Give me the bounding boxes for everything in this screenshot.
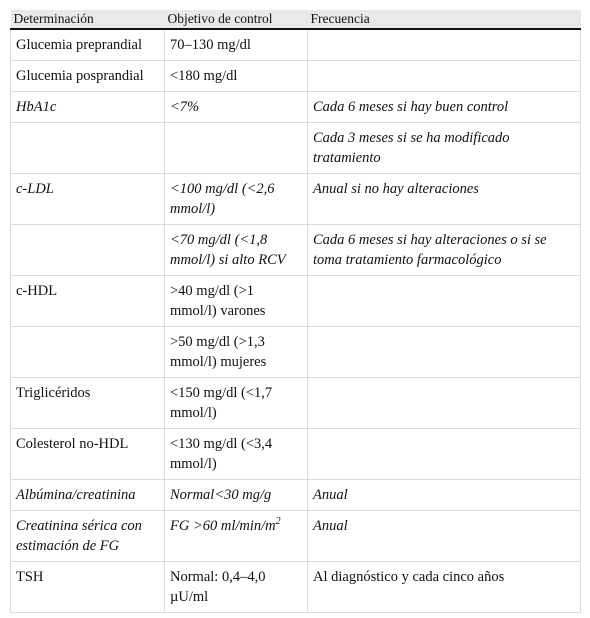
cell-objetivo: Normal: 0,4–4,0 µU/ml — [165, 562, 308, 613]
cell-objetivo: <70 mg/dl (<1,8 mmol/l) si alto RCV — [165, 225, 308, 276]
control-targets-table — [10, 10, 581, 613]
cell-frecuencia: Cada 3 meses si se ha modificado tratamiento — [308, 123, 581, 174]
table-row — [11, 480, 581, 511]
table-row — [11, 61, 581, 92]
cell-determinacion: Triglicéridos — [11, 378, 165, 429]
header-determinacion: Determinación — [11, 10, 165, 29]
cell-determinacion: Glucemia preprandial — [11, 29, 165, 61]
cell-objetivo-text: FG >60 ml/min/m — [170, 518, 276, 534]
cell-objetivo: >40 mg/dl (>1 mmol/l) varones — [165, 276, 308, 327]
table-header — [11, 10, 581, 29]
table-row — [11, 123, 581, 174]
cell-objetivo: 70–130 mg/dl — [165, 29, 308, 61]
cell-objetivo: <150 mg/dl (<1,7 mmol/l) — [165, 378, 308, 429]
header-frecuencia: Frecuencia — [308, 10, 581, 29]
table-row — [11, 92, 581, 123]
cell-frecuencia: Cada 6 meses si hay alteraciones o si se toma tratamiento farmacológico — [308, 225, 581, 276]
cell-frecuencia — [308, 29, 581, 61]
cell-determinacion: TSH — [11, 562, 165, 613]
cell-determinacion: c-LDL — [11, 174, 165, 225]
table-row — [11, 429, 581, 480]
cell-determinacion — [11, 327, 165, 378]
cell-frecuencia: Anual si no hay alteraciones — [308, 174, 581, 225]
cell-frecuencia: Anual — [308, 480, 581, 511]
control-table-container — [10, 10, 580, 613]
cell-objetivo: <130 mg/dl (<3,4 mmol/l) — [165, 429, 308, 480]
cell-frecuencia: Al diagnóstico y cada cinco años — [308, 562, 581, 613]
table-row — [11, 511, 581, 562]
cell-determinacion: c-HDL — [11, 276, 165, 327]
table-row — [11, 29, 581, 61]
cell-frecuencia — [308, 429, 581, 480]
cell-frecuencia — [308, 327, 581, 378]
cell-frecuencia — [308, 276, 581, 327]
cell-objetivo: <7% — [165, 92, 308, 123]
table-row — [11, 327, 581, 378]
superscript-exponent: 2 — [275, 516, 281, 528]
table-row — [11, 174, 581, 225]
cell-frecuencia: Anual — [308, 511, 581, 562]
cell-objetivo — [165, 123, 308, 174]
cell-objetivo: <180 mg/dl — [165, 61, 308, 92]
table-row — [11, 378, 581, 429]
cell-determinacion: Albúmina/creatinina — [11, 480, 165, 511]
cell-frecuencia — [308, 378, 581, 429]
cell-determinacion: Creatinina sérica con estimación de FG — [11, 511, 165, 562]
table-row — [11, 562, 581, 613]
header-objetivo: Objetivo de control — [165, 10, 308, 29]
cell-objetivo: >50 mg/dl (>1,3 mmol/l) mujeres — [165, 327, 308, 378]
table-row — [11, 276, 581, 327]
cell-frecuencia: Cada 6 meses si hay buen control — [308, 92, 581, 123]
cell-objetivo — [165, 511, 308, 562]
cell-frecuencia — [308, 61, 581, 92]
cell-determinacion: Glucemia posprandial — [11, 61, 165, 92]
cell-determinacion: Colesterol no-HDL — [11, 429, 165, 480]
cell-objetivo: Normal<30 mg/g — [165, 480, 308, 511]
cell-determinacion: HbA1c — [11, 92, 165, 123]
cell-determinacion — [11, 123, 165, 174]
cell-determinacion — [11, 225, 165, 276]
cell-objetivo: <100 mg/dl (<2,6 mmol/l) — [165, 174, 308, 225]
table-row — [11, 225, 581, 276]
